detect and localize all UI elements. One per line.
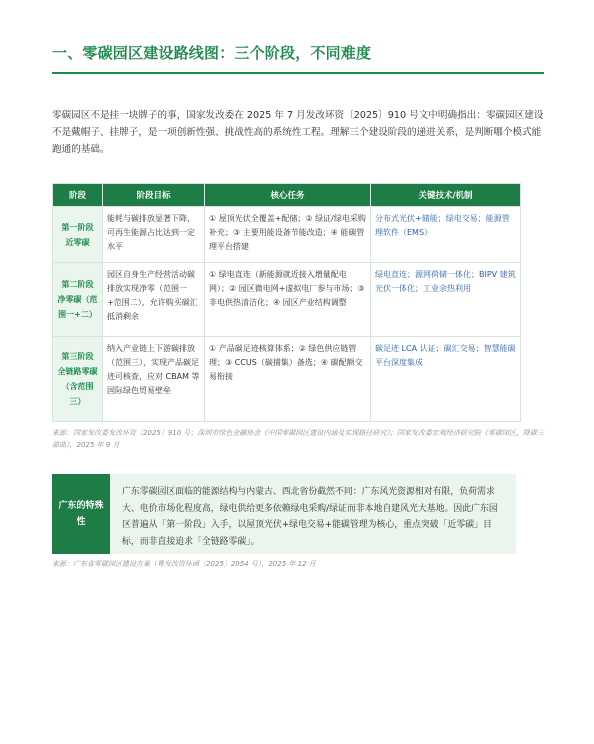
- goal-cell: 能耗与碳排放显著下降，可再生能源占比达到一定水平: [103, 207, 205, 263]
- goal-cell: 纳入产业链上下游碳排放（范围三），实现产品碳足迹可核查，应对 CBAM 等国际绿色贸易壁垒: [103, 337, 205, 422]
- intro-paragraph: 零碳园区不是挂一块牌子的事，国家发改委在 2025 年 7 月发改环资〔2025〕910 号文中明确指出：零碳园区建设不是戴帽子、挂牌子，是一项创新性强、挑战性高的系统性工程。理解三个建设阶段的递进关系，是判断哪个模式能跑通的基础。: [52, 110, 544, 155]
- table-row: [53, 337, 521, 422]
- table-row: [53, 263, 521, 337]
- tech-cell: 绿电直连；源网荷储一体化；BIPV 建筑光伏一体化；工业余热利用: [371, 263, 521, 337]
- goal-cell: 园区自身生产经营活动碳排放实现净零（范围一+范围二），允许购买碳汇抵消剩余: [103, 263, 205, 337]
- tasks-cell: ① 屋顶光伏全覆盖+配储；② 绿证/绿电采购补充；③ 主要用能设备节能改造；④ 能碳管理平台搭建: [205, 207, 371, 263]
- header-tasks: 核心任务: [205, 184, 371, 207]
- heading-rule: [52, 72, 544, 74]
- stage-cell: 第三阶段 全链路零碳（含范围三）: [53, 337, 103, 422]
- tasks-cell: ① 产品碳足迹核算体系；② 绿色供应链管理；③ CCUS（碳捕集）备选；④ 碳配额交易衔接: [205, 337, 371, 422]
- tasks-cell: ① 绿电直连（新能源就近接入增量配电网）；② 园区微电网+虚拟电厂参与市场；③ 非电供热清洁化；④ 园区产业结构调整: [205, 263, 371, 337]
- table-header-row: [53, 184, 521, 207]
- table-source-note: 来源：国家发改委发改环资〔2025〕910 号；深圳市绿色金融协会《中国零碳园区建设内涵及实现路径研究》；国家发改委宏观经济研究院《零碳园区，降碳三部曲》，2025 年 9 月: [52, 429, 544, 449]
- header-goal: 阶段目标: [103, 184, 205, 207]
- stage-cell: 第一阶段 近零碳: [53, 207, 103, 263]
- guangdong-callout: [52, 474, 516, 554]
- tech-cell: 分布式光伏+储能；绿电交易；能源管理软件（EMS）: [371, 207, 521, 263]
- stage-cell: 第二阶段 净零碳（范围一+二）: [53, 263, 103, 337]
- table-row: [53, 207, 521, 263]
- tech-cell: 碳足迹 LCA 认证；碳汇交易；智慧能碳平台深度集成: [371, 337, 521, 422]
- callout-text: 广东零碳园区面临的能源结构与内蒙古、西北省份截然不同：广东风光资源相对有限，负荷需求大、电价市场化程度高，绿电供给更多依赖绿电采购/绿证而非本地自建风光大基地。因此广东园区普遍从「第一阶段」入手，以屋顶光伏+绿电交易+能碳管理为核心，重点突破「近零碳」目标，而非直接追求「全链路零碳」。: [122, 487, 498, 547]
- header-tech: 关键技术/机制: [371, 184, 521, 207]
- section-heading: 一、零碳园区建设路线图：三个阶段，不同难度: [52, 44, 372, 62]
- callout-label: 广东的特殊性: [52, 474, 110, 554]
- roadmap-table: [52, 183, 521, 422]
- callout-source-note: 来源：广东省零碳园区建设方案（粤发改资环函〔2025〕2054 号），2025 年 12 月: [52, 560, 316, 568]
- header-stage: 阶段: [53, 184, 103, 207]
